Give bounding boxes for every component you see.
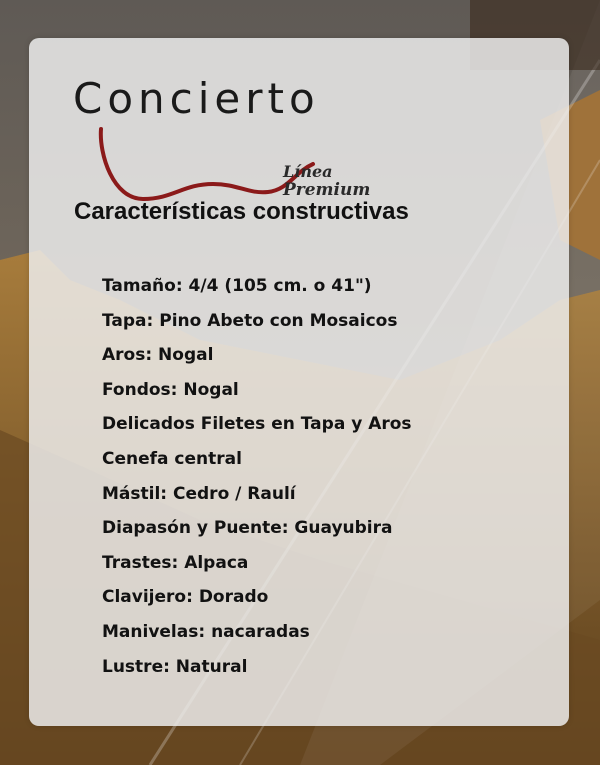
brand-name: Concierto — [73, 74, 320, 123]
product-line-tier: Premium — [283, 180, 371, 200]
brand-logo — [73, 74, 393, 214]
spec-item: Trastes: Alpaca — [102, 552, 249, 573]
spec-item: Clavijero: Dorado — [102, 587, 269, 608]
spec-item: Diapasón y Puente: Guayubira — [102, 518, 393, 539]
spec-item: Tapa: Pino Abeto con Mosaicos — [102, 310, 398, 331]
spec-list — [102, 269, 412, 684]
specs-card — [29, 38, 569, 726]
spec-item: Lustre: Natural — [102, 656, 248, 677]
spec-item: Cenefa central — [102, 448, 242, 469]
spec-item: Fondos: Nogal — [102, 379, 239, 400]
spec-item: Manivelas: nacaradas — [102, 621, 310, 642]
spec-item: Delicados Filetes en Tapa y Aros — [102, 414, 412, 435]
spec-item: Tamaño: 4/4 (105 cm. o 41") — [102, 276, 372, 296]
spec-item: Mástil: Cedro / Raulí — [102, 483, 296, 504]
product-line-label — [283, 162, 370, 200]
product-line-word: Línea — [283, 162, 333, 181]
section-title: Características constructivas — [74, 198, 409, 225]
spec-item: Aros: Nogal — [102, 345, 214, 366]
